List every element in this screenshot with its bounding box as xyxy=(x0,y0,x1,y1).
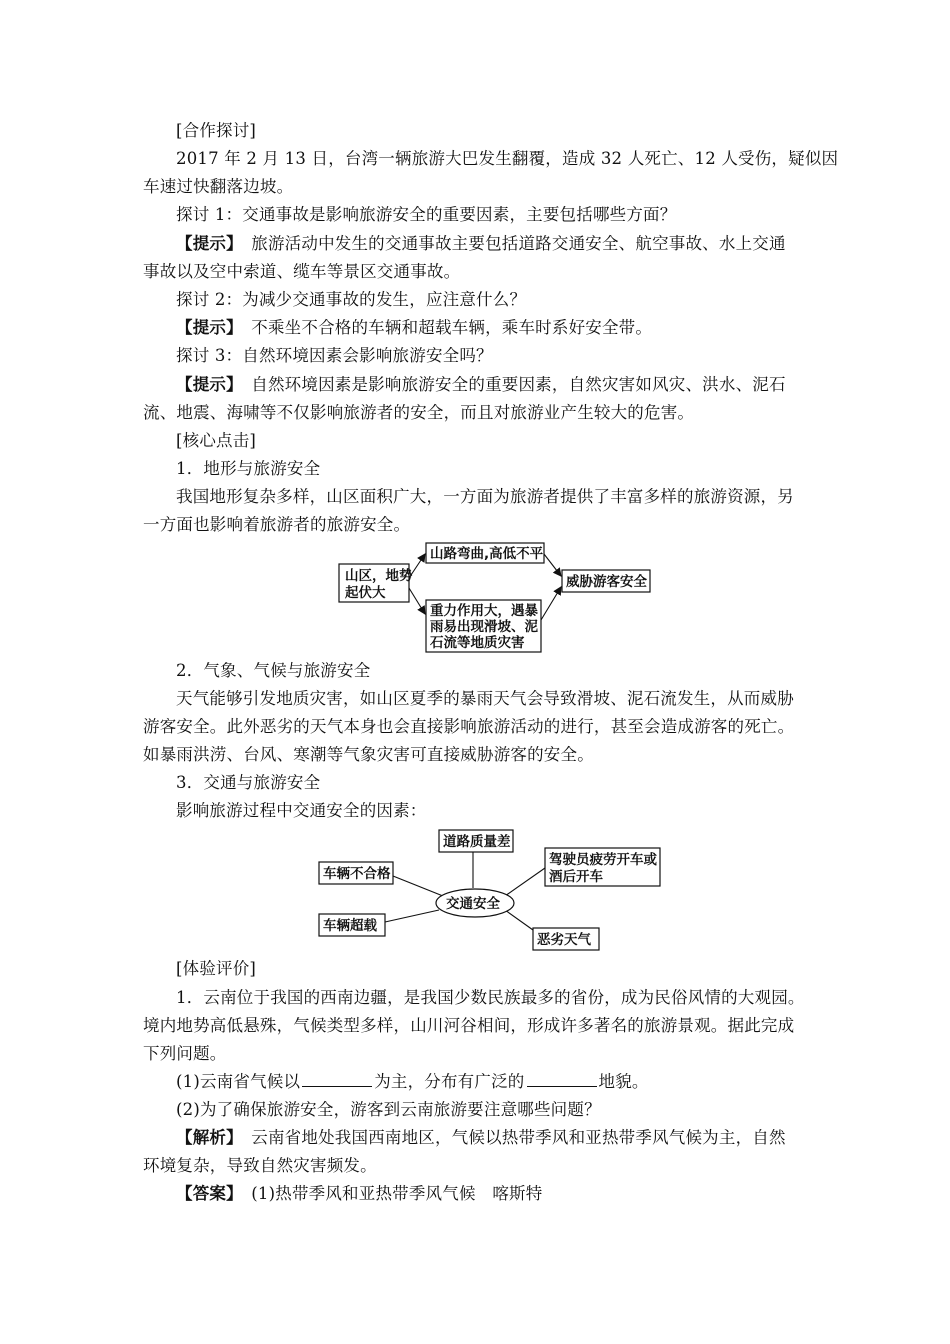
fatigue-driving-label-1: 驾驶员疲劳开车或 xyxy=(549,852,657,868)
sub-question-1-part-c: 地貌。 xyxy=(598,1072,649,1091)
link-right-bottom xyxy=(505,910,533,930)
section-2-title: 2．气象、气候与旅游安全 xyxy=(176,661,371,680)
hint-2 xyxy=(176,317,846,339)
case-line-2: 车速过快翻落边坡。 xyxy=(143,177,294,196)
link-left-top xyxy=(393,876,443,896)
sub-question-1 xyxy=(176,1071,846,1093)
winding-road-label: 山路弯曲,高低不平 xyxy=(430,546,544,562)
section-3-title: 3．交通与旅游安全 xyxy=(176,773,321,792)
answer-line xyxy=(176,1183,846,1205)
link-right-top xyxy=(505,868,545,896)
answer-text: (1)热带季风和亚热带季风气候 喀斯特 xyxy=(251,1184,543,1203)
arrow-to-top xyxy=(409,554,425,578)
arrow-top-to-right xyxy=(544,554,561,576)
question-3: 探讨 3：自然环境因素会影响旅游安全吗？ xyxy=(176,346,493,365)
core-header: [核心点击] xyxy=(176,431,257,450)
traffic-safety-center-label: 交通安全 xyxy=(446,896,500,912)
answer-blank-2[interactable] xyxy=(527,1071,597,1087)
problem-1-line-2: 境内地势高低悬殊，气候类型多样，山川河谷相间，形成许多著名的旅游景观。据此完成 xyxy=(143,1016,795,1035)
answer-label: 【答案】 xyxy=(176,1184,235,1203)
section-1-line-2: 一方面也影响着旅游者的旅游安全。 xyxy=(143,515,411,534)
fatigue-driving-label-2: 酒后开车 xyxy=(549,869,603,885)
threaten-safety-label: 威胁游客安全 xyxy=(566,574,647,590)
arrow-to-bottom xyxy=(409,588,425,614)
section-2-line-1: 天气能够引发地质灾害，如山区夏季的暴雨天气会导致滑坡、泥石流发生，从而威胁 xyxy=(176,689,794,708)
question-1: 探讨 1：交通事故是影响旅游安全的重要因素，主要包括哪些方面？ xyxy=(176,205,677,224)
hint-label: 【提示】 xyxy=(176,318,235,337)
section-1-title: 1．地形与旅游安全 xyxy=(176,459,321,478)
mountain-area-label-1: 山区，地势 xyxy=(345,568,413,584)
hint-3-line-2: 流、地震、海啸等不仅影响旅游者的安全，而且对旅游业产生较大的危害。 xyxy=(143,403,695,422)
mountain-area-label-2: 起伏大 xyxy=(345,585,386,601)
section-2-line-3: 如暴雨洪涝、台风、寒潮等气象灾害可直接威胁游客的安全。 xyxy=(143,745,594,764)
section-2-line-2: 游客安全。此外恶劣的天气本身也会直接影响旅游活动的进行，甚至会造成游客的死亡。 xyxy=(143,717,795,736)
arrow-bottom-to-right xyxy=(541,587,561,620)
traffic-safety-diagram xyxy=(315,826,665,951)
hint-label: 【提示】 xyxy=(176,234,235,253)
unqualified-vehicle-label: 车辆不合格 xyxy=(323,866,391,882)
answer-blank-1[interactable] xyxy=(302,1071,372,1087)
section-1-line-1: 我国地形复杂多样，山区面积广大，一方面为旅游者提供了丰富多样的旅游资源，另 xyxy=(176,487,794,506)
sub-question-1-part-a: (1)云南省气候以 xyxy=(176,1072,301,1091)
question-2: 探讨 2：为减少交通事故的发生，应注意什么？ xyxy=(176,290,527,309)
analysis-line-1 xyxy=(176,1127,846,1149)
poor-road-label: 道路质量差 xyxy=(443,834,511,850)
overloaded-vehicle-label: 车辆超载 xyxy=(323,918,377,934)
terrain-flow-diagram xyxy=(335,540,655,655)
geological-hazard-label-3: 石流等地质灾害 xyxy=(430,635,525,651)
sub-question-1-part-b: 为主，分布有广泛的 xyxy=(374,1072,525,1091)
sub-question-2: (2)为了确保旅游安全，游客到云南旅游要注意哪些问题？ xyxy=(176,1100,601,1119)
analysis-text: 云南省地处我国西南地区，气候以热带季风和亚热带季风气候为主，自然 xyxy=(251,1128,786,1147)
hint-label: 【提示】 xyxy=(176,375,235,394)
analysis-label: 【解析】 xyxy=(176,1128,235,1147)
hint-3-line-1 xyxy=(176,374,846,396)
analysis-line-2: 环境复杂，导致自然灾害频发。 xyxy=(143,1156,377,1175)
case-line-1: 2017 年 2 月 13 日，台湾一辆旅游大巴发生翻覆，造成 32 人死亡、12 人受伤，疑似因 xyxy=(176,149,839,168)
section-3-intro: 影响旅游过程中交通安全的因素： xyxy=(176,801,427,820)
geological-hazard-label-2: 雨易出现滑坡、泥 xyxy=(430,619,538,635)
bad-weather-label: 恶劣天气 xyxy=(537,932,591,948)
hint-1-line-1 xyxy=(176,233,846,255)
geological-hazard-label-1: 重力作用大，遇暴 xyxy=(430,603,538,619)
evaluation-header: [体验评价] xyxy=(176,959,257,978)
problem-1-line-3: 下列问题。 xyxy=(143,1044,227,1063)
hint-2-text: 不乘坐不合格的车辆和超载车辆，乘车时系好安全带。 xyxy=(251,318,653,337)
hint-1-text: 旅游活动中发生的交通事故主要包括道路交通安全、航空事故、水上交通 xyxy=(251,234,786,253)
hint-3-text: 自然环境因素是影响旅游安全的重要因素，自然灾害如风灾、洪水、泥石 xyxy=(251,375,786,394)
hint-1-line-2: 事故以及空中索道、缆车等景区交通事故。 xyxy=(143,262,461,281)
link-left-bottom xyxy=(385,910,439,922)
discussion-header: [合作探讨] xyxy=(176,121,257,140)
problem-1-line-1: 1．云南位于我国的西南边疆，是我国少数民族最多的省份，成为民俗风情的大观园。 xyxy=(176,988,805,1007)
